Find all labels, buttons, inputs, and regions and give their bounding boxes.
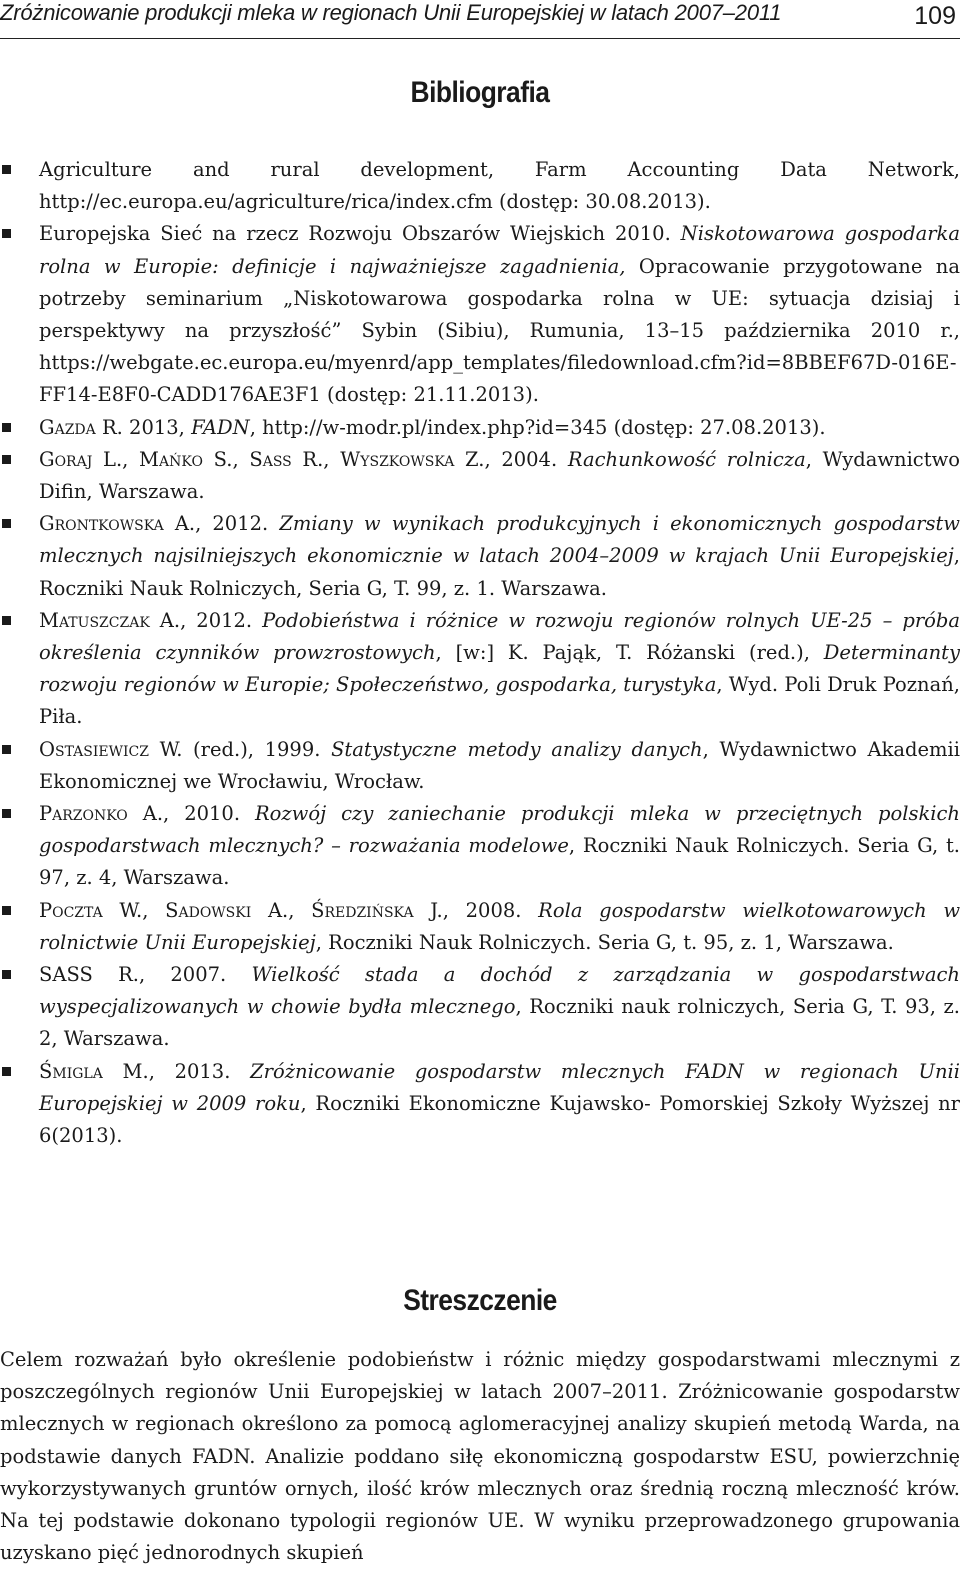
entry-author: Europejska Sieć na rzecz Rozwoju Obszarów Wiejskich 2010. bbox=[39, 222, 681, 246]
entry-text: Agriculture and rural development, Farm Accounting Data Network, http://ec.europa.eu/agriculture/rica/index.cfm (dostęp: 30.08.2013). bbox=[39, 158, 960, 214]
entry-author: Parzonko A. bbox=[39, 802, 164, 826]
square-bullet-icon bbox=[2, 519, 11, 528]
entry-author: Grontkowska A. bbox=[39, 512, 196, 536]
bib-entry bbox=[0, 959, 960, 1056]
entry-year: 2013, bbox=[122, 415, 192, 439]
running-header bbox=[0, 0, 960, 39]
bib-entry bbox=[0, 798, 960, 895]
entry-details: , [w:] K. Pająk, T. Różanski (red.), bbox=[435, 641, 824, 665]
square-bullet-icon bbox=[2, 165, 11, 174]
square-bullet-icon bbox=[2, 970, 11, 979]
square-bullet-icon bbox=[2, 1067, 11, 1076]
entry-author: Ostasiewicz W. bbox=[39, 737, 183, 761]
entry-year: , 2004. bbox=[484, 447, 568, 471]
square-bullet-icon bbox=[2, 906, 11, 915]
entry-author: SASS R. bbox=[39, 963, 139, 987]
entry-title: Statystyczne metody analizy danych bbox=[331, 737, 703, 761]
entry-year: , 2013. bbox=[148, 1059, 251, 1083]
entry-author: Matuszczak A. bbox=[39, 608, 181, 632]
square-bullet-icon bbox=[2, 423, 11, 432]
bib-entry bbox=[0, 508, 960, 605]
entry-author: Poczta W., Sadowski A., Średzińska J. bbox=[39, 898, 443, 922]
bib-entry bbox=[0, 734, 960, 798]
bib-entry bbox=[0, 1056, 960, 1153]
entry-year: , 2012. bbox=[180, 608, 263, 632]
entry-year: (red.), 1999. bbox=[182, 737, 332, 761]
square-bullet-icon bbox=[2, 229, 11, 238]
entry-title: Niskotowarowa gospodarka rolna w Europie: definicje i najważniejsze zagadnienia, bbox=[39, 222, 960, 278]
entry-title: Rozwój czy zaniechanie produkcji mleka w przeciętnych polskich gospodarstwach mlecznych? – rozważania modelowe bbox=[39, 802, 960, 858]
entry-details: , Roczniki nauk rolniczych, Seria G, T. 93, z. 2, Warszawa. bbox=[39, 995, 960, 1051]
entry-title: Rachunkowość rolnicza bbox=[567, 447, 806, 471]
entry-year: , 2008. bbox=[442, 898, 539, 922]
entry-details: , Roczniki Nauk Rolniczych. Seria G, t. 95, z. 1, Warszawa. bbox=[315, 930, 894, 954]
bibliography-heading: Bibliografia bbox=[410, 76, 550, 109]
entry-details: , http://w-modr.pl/index.php?id=345 (dostęp: 27.08.2013). bbox=[249, 415, 826, 439]
abstract-text: Celem rozważań było określenie podobieństw i różnic między gospodarstwami mlecznymi z poszczególnych regionów Unii Europejskiej w latach 2007–2011. Zróżnicowanie gospodarstw mlecznych w regionach określono za pomocą aglomeracyjnej analizy skupień metodą Warda, na podstawie danych FADN. Analizie poddano siłę ekonomiczną gospodarstw ESU, powierzchnię wykorzystywanych gruntów ornych, ilość krów mlecznych oraz średnią roczną mleczność krów. Na tej podstawie dokonano typologii regionów UE. W wyniku przeprowadzonego grupowania uzyskano pięć jednorodnych skupień bbox=[0, 1348, 960, 1565]
entry-author: Goraj L., Mańko S., Sass R., Wyszkowska Z. bbox=[39, 447, 485, 471]
running-title: Zróżnicowanie produkcji mleka w regionach Unii Europejskiej w latach 2007–2011 bbox=[0, 0, 782, 25]
entry-title: Zmiany w wynikach produkcyjnych i ekonomicznych gospodarstw mlecznych najsilniejszych ekonomicznie w latach 2004–2009 w krajach Unii Europejskiej bbox=[39, 512, 960, 568]
square-bullet-icon bbox=[2, 455, 11, 464]
bib-entry bbox=[0, 154, 960, 218]
square-bullet-icon bbox=[2, 809, 11, 818]
entry-publisher: , Wyd. Poli Druk Poznań, Piła. bbox=[39, 673, 960, 729]
entry-author: Śmigla M. bbox=[39, 1059, 149, 1083]
entry-year: , 2007. bbox=[138, 963, 252, 987]
entry-details: , Roczniki Nauk Rolniczych, Seria G, T. 99, z. 1. Warszawa. bbox=[39, 544, 960, 600]
entry-title: FADN bbox=[191, 415, 250, 439]
bib-entry bbox=[0, 412, 960, 444]
entry-details: , Wydawnictwo Difin, Warszawa. bbox=[39, 447, 960, 504]
entry-details: , Roczniki Ekonomiczne Kujawsko- Pomorskiej Szkoły Wyższej nr 6(2013). bbox=[39, 1091, 960, 1148]
page-number: 109 bbox=[914, 2, 956, 30]
entry-year: , 2012. bbox=[195, 512, 280, 536]
entry-details: Opracowanie przygotowane na potrzeby seminarium „Niskotowarowa gospodarka rolna w UE: sytuacja dzisiaj i perspektywy na przyszłość” Sybin (Sibiu), Rumunia, 13–15 października 2010 r., https://webgate.ec.europa.eu/myenrd/app_templates/filedownload.cfm?id=8BBEF67D-016E-FF14-E8F0-CADD176AE3F1 (dostęp: 21.11.2013). bbox=[39, 254, 960, 407]
entry-title: Wielkość stada a dochód z zarządzania w gospodarstwach wyspecjalizowanych w chowie bydła mlecznego bbox=[39, 963, 960, 1019]
entry-title: Zróżnicowanie gospodarstw mlecznych FADN w regionach Unii Europejskiej w 2009 roku bbox=[39, 1059, 960, 1115]
entry-book-title: Determinanty rozwoju regionów w Europie; Społeczeństwo, gospodarka, turystyka bbox=[39, 641, 960, 697]
bib-entry bbox=[0, 444, 960, 508]
entry-title: Rola gospodarstw wielkotowarowych w rolnictwie Unii Europejskiej bbox=[39, 898, 960, 954]
entry-details: , Roczniki Nauk Rolniczych. Seria G, t. 97, z. 4, Warszawa. bbox=[39, 834, 960, 890]
square-bullet-icon bbox=[2, 616, 11, 625]
bib-entry bbox=[0, 605, 960, 734]
entry-details: , Wydawnictwo Akademii Ekonomicznej we Wrocławiu, Wrocław. bbox=[39, 737, 960, 793]
bibliography-list bbox=[0, 154, 960, 1152]
bib-entry bbox=[0, 218, 960, 411]
entry-title: Podobieństwa i różnice w rozwoju regionów rolnych UE-25 – próba określenia czynników prowzrostowych bbox=[39, 608, 960, 665]
entry-year: , 2010. bbox=[163, 802, 255, 826]
entry-author: Gazda R. bbox=[39, 415, 123, 439]
square-bullet-icon bbox=[2, 745, 11, 754]
bib-entry bbox=[0, 895, 960, 959]
abstract-heading: Streszczenie bbox=[403, 1284, 557, 1317]
